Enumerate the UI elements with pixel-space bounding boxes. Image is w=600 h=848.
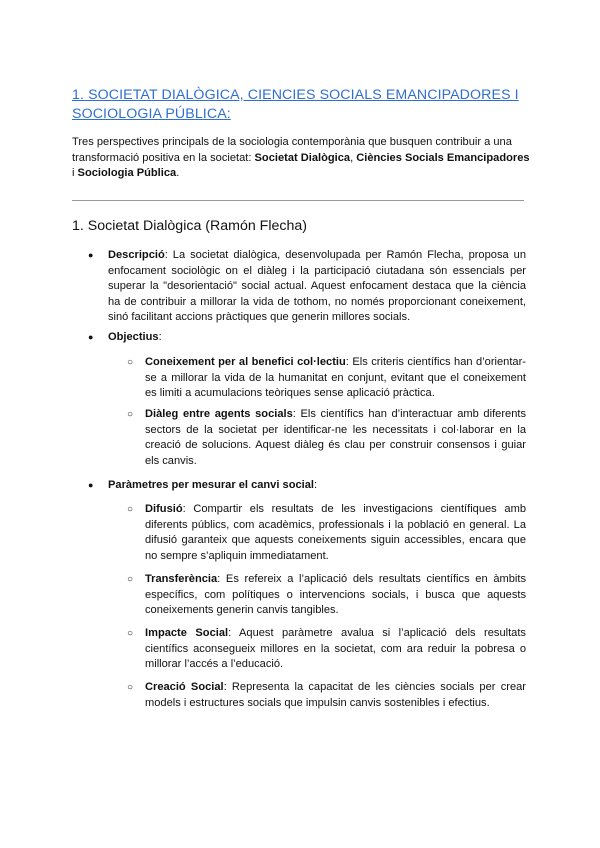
bullet-label: Objectius bbox=[108, 331, 159, 343]
sub-bullet-text: : Compartir els resultats de les investigacions científiques amb diferents públics, com acadèmics, professionals i la població en general. La difusió garanteix que aquests coneixements siguin accessibles, encara que no sempre s’apliquin immediatament. bbox=[145, 503, 526, 562]
sub-bullet-creacio-social bbox=[145, 680, 526, 711]
bullet-dot-icon: ● bbox=[88, 250, 94, 260]
sub-bullet-coneixement bbox=[145, 355, 526, 402]
bullet-text: : La societat dialògica, desenvolupada per Ramón Flecha, proposa un enfocament sociològic on el diàleg i la participació ciutadana són essencials per superar la "desorientació" social actual. Aquest enfocament destaca que la ciència ha de contribuir a millorar la vida de tothom, no només proporcionant coneixement, sinó facilitant accions pràctiques que generin millores socials. bbox=[108, 249, 526, 323]
bullet-dot-icon: ● bbox=[88, 480, 94, 490]
bullet-text: : bbox=[158, 331, 162, 343]
sub-bullet-dialeg bbox=[145, 407, 526, 469]
bullet-descripcio bbox=[108, 248, 526, 326]
sub-bullet-circle-icon: ○ bbox=[127, 409, 134, 420]
horizontal-divider bbox=[72, 200, 524, 201]
intro-term-sociologia-publica: Sociologia Pública bbox=[77, 167, 177, 179]
sub-bullet-label: Diàleg entre agents socials bbox=[145, 408, 293, 420]
bullet-label: Paràmetres per mesurar el canvi social bbox=[108, 479, 314, 491]
main-heading: 1. SOCIETAT DIALÒGICA, CIENCIES SOCIALS EMANCIPADORES I SOCIOLOGIA PÚBLICA: bbox=[72, 87, 519, 122]
sub-bullet-difusio bbox=[145, 502, 526, 564]
intro-sep: , bbox=[350, 151, 357, 164]
sub-bullet-circle-icon: ○ bbox=[127, 357, 134, 368]
sub-bullet-text: : Aquest paràmetre avalua si l’aplicació dels resultats científics aconsegueix millores en la societat, com ara reduir la pobresa o millorar l’accés a l’educació. bbox=[145, 627, 526, 670]
bullet-label: Descripció bbox=[108, 249, 165, 261]
sub-bullet-text: : Es refereix a l’aplicació dels resultats científics en àmbits específics, com polítiques o intervencions socials, i busca que aquests coneixements generin canvis tangibles. bbox=[145, 573, 526, 616]
bullet-text: : bbox=[313, 479, 318, 491]
sub-bullet-text: : Els científics han d’interactuar amb diferents sectors de la societat per identificar-ne les necessitats i col·laborar en la creació de solucions. Aquest diàleg és clau per construir consensos i guiar els canvis. bbox=[145, 408, 526, 467]
sub-bullet-label: Coneixement per al benefici col·lectiu bbox=[145, 356, 346, 368]
sub-bullet-text: : Els criteris científics han d’orientar-se a millorar la vida de la humanitat en conjunt, evitant que el coneixement es limiti a acumulacions teòriques sense aplicació pràctica. bbox=[145, 356, 526, 399]
sub-bullet-circle-icon: ○ bbox=[127, 628, 134, 639]
intro-term-societat-dialogica: Societat Dialògica bbox=[254, 151, 351, 164]
intro-sep: i bbox=[72, 167, 78, 179]
bullet-parametres bbox=[108, 478, 526, 494]
sub-bullet-label: Impacte Social bbox=[145, 627, 229, 639]
sub-bullet-label: Difusió bbox=[145, 503, 183, 515]
sub-bullet-text: : Representa la capacitat de les ciències socials per crear models i estructures socials que impulsin canvis sostenibles i efectius. bbox=[145, 681, 526, 709]
sub-bullet-label: Transferència bbox=[145, 573, 218, 585]
sub-bullet-circle-icon: ○ bbox=[127, 682, 134, 693]
intro-text: Tres perspectives principals de la sociologia contemporània que busquen contribuir a una transformació positiva en la societat: bbox=[72, 136, 512, 164]
bullet-dot-icon: ● bbox=[88, 332, 94, 342]
sub-bullet-transferencia bbox=[145, 572, 526, 619]
sub-bullet-impacte-social bbox=[145, 626, 526, 673]
intro-end: . bbox=[176, 167, 180, 179]
sub-bullet-circle-icon: ○ bbox=[127, 504, 134, 515]
sub-bullet-label: Creació Social bbox=[145, 681, 224, 693]
section-title: 1. Societat Dialògica (Ramón Flecha) bbox=[72, 218, 307, 234]
bullet-objectius bbox=[108, 330, 526, 346]
intro-term-ciencies-socials: Ciències Socials Emancipadores bbox=[356, 151, 530, 164]
sub-bullet-circle-icon: ○ bbox=[127, 574, 134, 585]
intro-paragraph bbox=[72, 135, 532, 182]
